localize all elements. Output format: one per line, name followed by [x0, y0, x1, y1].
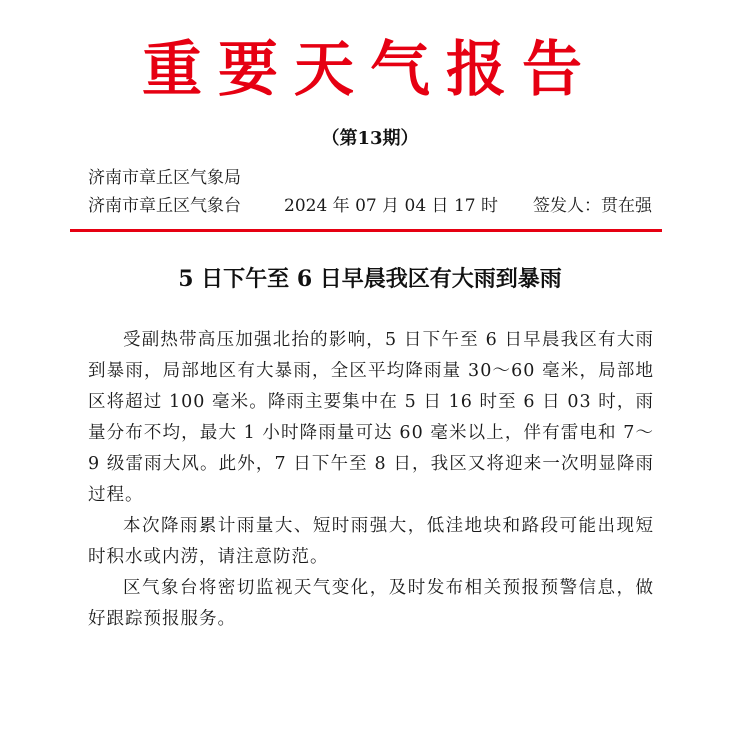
paragraph-forecast: 受副热带高压加强北抬的影响，5 日下午至 6 日早晨我区有大雨到暴雨，局部地区有大暴雨，全区平均降雨量 30～60 毫米，局部地区将超过 100 毫米。降雨主要集中在 5 日 16 时至 6 日 03 时，雨量分布不均，最大 1 小时降雨量可达 60 毫米以上，伴有雷电和 7～9 级雷雨大风。此外，7 日下午至 8 日，我区又将迎来一次明显降雨过程。: [88, 330, 654, 505]
report-headline: 5 日下午至 6 日早晨我区有大雨到暴雨: [178, 266, 562, 292]
signer: 签发人：贯在强: [533, 196, 652, 216]
issue-number: （第13期）: [321, 128, 419, 149]
issuing-station: 济南市章丘区气象台: [88, 196, 241, 216]
issue-datetime: 2024 年 07 月 04 日 17 时: [284, 196, 498, 216]
red-divider: [70, 229, 662, 232]
paragraph-service: 区气象台将密切监视天气变化，及时发布相关预报预警信息，做好跟踪预报服务。: [88, 578, 654, 629]
masthead-title: 重要天气报告: [142, 35, 598, 105]
issuing-bureau: 济南市章丘区气象局: [88, 168, 241, 188]
paragraph-warning: 本次降雨累计雨量大、短时雨强大，低洼地块和路段可能出现短时积水或内涝，请注意防范。: [88, 516, 654, 567]
report-body: [88, 325, 654, 635]
